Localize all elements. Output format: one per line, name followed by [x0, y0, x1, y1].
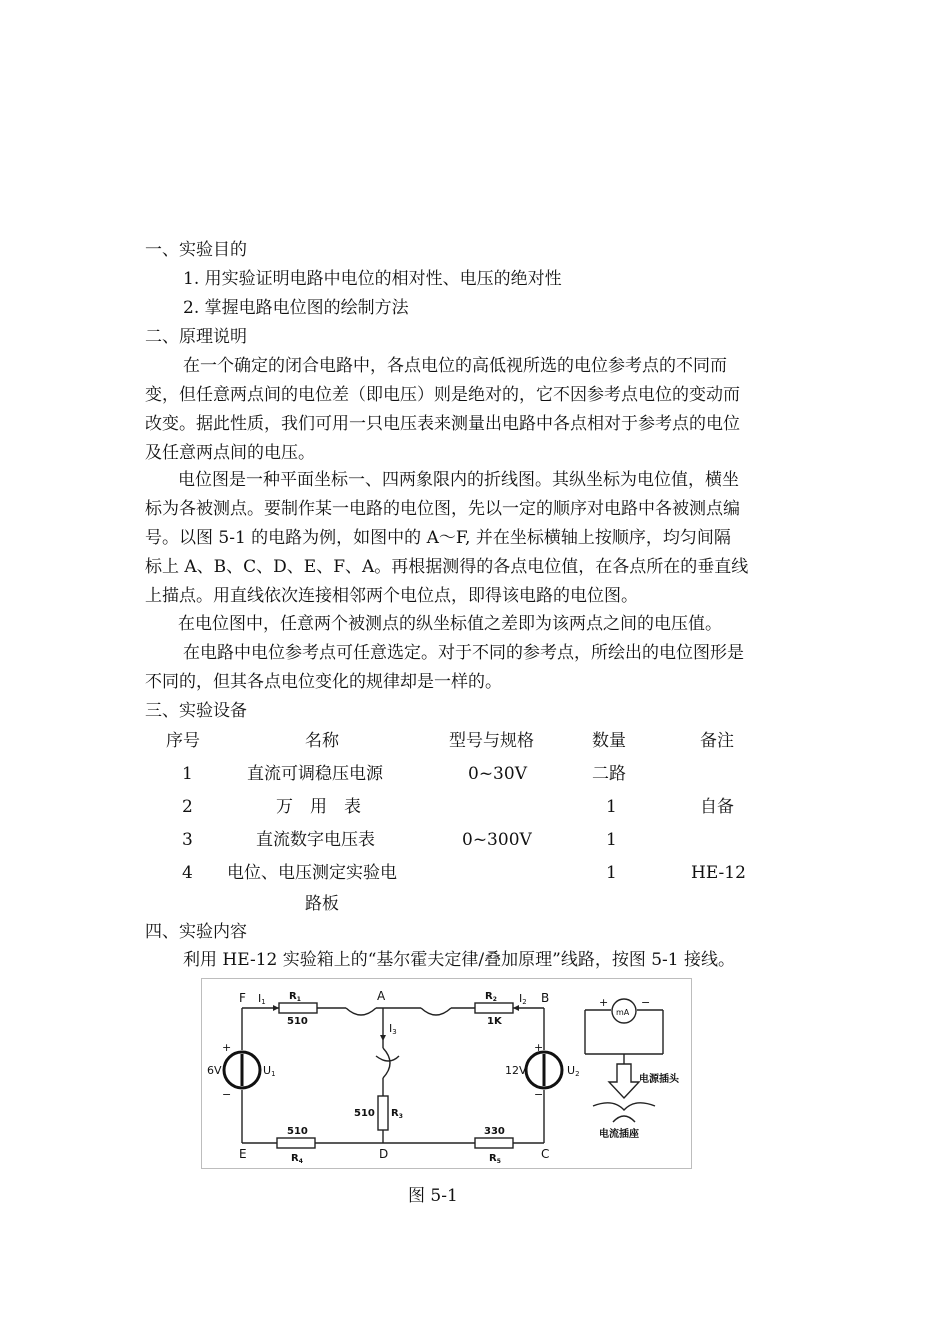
resistor-label-R5: $R_5$: [489, 1153, 501, 1165]
milliammeter-label: mA: [616, 1008, 630, 1017]
principle-line: 改变。据此性质，我们可用一只电压表来测量出电路中各点相对于参考点的电位: [145, 414, 740, 434]
cell-qty: 1: [606, 863, 617, 883]
source-U2-value: 12V: [505, 1064, 527, 1077]
cell-note: HE-12: [691, 863, 746, 883]
cell-no: 1: [182, 764, 193, 784]
meter-plus: +: [599, 996, 609, 1009]
cell-name: 电位、电压测定实验电: [227, 863, 397, 883]
resistor-value-R1: 510: [287, 1016, 308, 1027]
resistor-label-R3: $R_3$: [391, 1108, 403, 1120]
section-heading-principle: 二、原理说明: [145, 327, 247, 347]
cell-qty: 二路: [592, 764, 626, 784]
principle-line: 在电路中电位参考点可任意选定。对于不同的参考点，所绘出的电位图形是: [183, 643, 744, 663]
source-U2-minus: −: [534, 1088, 544, 1101]
objective-item-1: 1. 用实验证明电路中电位的相对性、电压的绝对性: [183, 269, 562, 289]
principle-line: 号。以图 5-1 的电路为例，如图中的 A～F, 并在坐标横轴上按顺序，均匀间隔: [145, 528, 731, 548]
node-F: F: [239, 991, 246, 1005]
source-U1-value: 6V: [207, 1064, 222, 1077]
cell-note: 自备: [700, 797, 734, 817]
principle-line: 在电位图中，任意两个被测点的纵坐标值之差即为该两点之间的电压值。: [178, 614, 722, 634]
resistor-label-R1: $R_1$: [289, 991, 301, 1003]
node-D: D: [379, 1147, 389, 1161]
table-header-name: 名称: [305, 731, 339, 751]
principle-line: 上描点。用直线依次连接相邻两个电位点，即得该电路的电位图。: [145, 586, 638, 606]
source-U2-plus: +: [534, 1041, 544, 1054]
cell-name: 直流可调稳压电源: [247, 764, 383, 784]
principle-line: 标为各被测点。要制作某一电路的电位图，先以一定的顺序对电路中各被测点编: [145, 499, 740, 519]
current-label-I1: I1: [258, 992, 266, 1006]
table-header-spec: 型号与规格: [449, 731, 534, 751]
cell-qty: 1: [606, 797, 617, 817]
node-B: B: [541, 991, 550, 1005]
cell-name-continued: 路板: [305, 894, 339, 914]
principle-line: 不同的，但其各点电位变化的规律却是一样的。: [145, 672, 502, 692]
socket-label: 电流插座: [599, 1129, 639, 1140]
source-U1-minus: −: [222, 1088, 232, 1101]
content-line: 利用 HE-12 实验箱上的“基尔霍夫定律/叠加原理”线路，按图 5-1 接线。: [183, 950, 736, 970]
table-header-note: 备注: [700, 731, 734, 751]
current-label-I2: I2: [519, 992, 527, 1006]
cell-spec: 0~30V: [468, 764, 527, 784]
node-A: A: [377, 989, 386, 1003]
cell-spec: 0~300V: [462, 830, 532, 850]
cell-name: 直流数字电压表: [256, 830, 375, 850]
table-header-qty: 数量: [592, 731, 626, 751]
section-heading-objectives: 一、实验目的: [145, 240, 247, 260]
principle-line: 在一个确定的闭合电路中，各点电位的高低视所选的电位参考点的不同而: [183, 356, 727, 376]
table-header-no: 序号: [166, 731, 200, 751]
cell-no: 4: [182, 863, 193, 883]
node-E: E: [239, 1147, 247, 1161]
principle-line: 及任意两点间的电压。: [145, 443, 315, 463]
meter-minus: −: [641, 996, 651, 1009]
cell-no: 3: [182, 830, 193, 850]
principle-line: 电位图是一种平面坐标一、四两象限内的折线图。其纵坐标为电位值，横坐: [178, 470, 739, 490]
resistor-value-R4: 510: [287, 1126, 308, 1137]
cell-qty: 1: [606, 830, 617, 850]
source-U1-label: U1: [263, 1064, 276, 1078]
figure-caption: 图 5-1: [408, 1186, 458, 1206]
objective-item-2: 2. 掌握电路电位图的绘制方法: [183, 298, 409, 318]
circuit-diagram: [201, 978, 693, 1170]
source-U1-plus: +: [222, 1041, 232, 1054]
resistor-value-R2: 1K: [487, 1016, 502, 1027]
cell-name: 万 用 表: [276, 797, 361, 817]
resistor-label-R4: $R_4$: [291, 1153, 303, 1165]
section-heading-equipment: 三、实验设备: [145, 701, 247, 721]
resistor-value-R5: 330: [484, 1126, 505, 1137]
node-C: C: [541, 1147, 550, 1161]
section-heading-content: 四、实验内容: [145, 922, 247, 942]
principle-line: 标上 A、B、C、D、E、F、A。再根据测得的各点电位值，在各点所在的垂直线: [145, 557, 749, 577]
resistor-value-R3: 510: [354, 1108, 375, 1119]
principle-line: 变，但任意两点间的电位差（即电压）则是绝对的，它不因参考点电位的变动而: [145, 385, 740, 405]
resistor-label-R2: $R_2$: [485, 991, 497, 1003]
source-U2-label: U2: [567, 1064, 580, 1078]
cell-no: 2: [182, 797, 193, 817]
current-label-I3: I3: [389, 1022, 397, 1036]
plug-label: 电源插头: [639, 1074, 679, 1085]
